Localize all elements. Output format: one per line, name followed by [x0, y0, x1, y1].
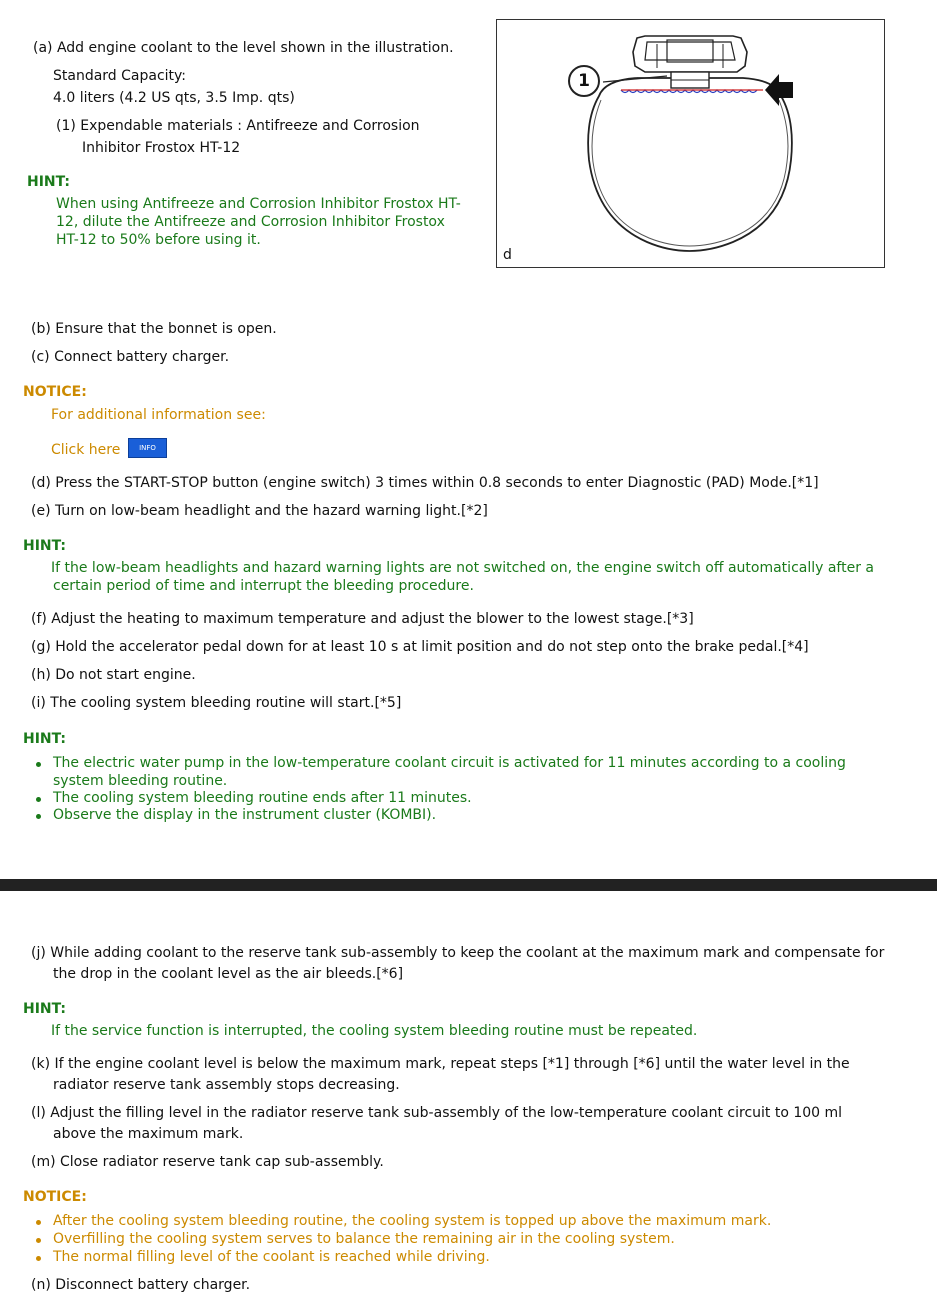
bullet-point [36, 797, 41, 802]
notice-2-bullet-1: After the cooling system bleeding routine, the cooling system is topped up above the maximum mark. [53, 1213, 772, 1229]
step-h-text: (h) Do not start engine. [31, 667, 196, 683]
step-g-text: (g) Hold the accelerator pedal down for at least 10 s at limit position and do not step onto the brake pedal.[*4] [31, 639, 809, 655]
notice-1-text: For additional information see: [51, 407, 266, 423]
hint-title-4: HINT: [23, 1001, 67, 1017]
hint-3-bullet-1-line-2: system bleeding routine. [53, 773, 228, 789]
figure-corner-letter: d [503, 247, 512, 263]
hint-2-line-1: If the low-beam headlights and hazard warning lights are not switched on, the engine switch off automatically after a [51, 560, 875, 576]
step-i-text: (i) The cooling system bleeding routine will start.[*5] [31, 695, 402, 711]
hint-1-line-3: HT-12 to 50% before using it. [56, 232, 261, 248]
hint-3-bullet-2: The cooling system bleeding routine ends after 11 minutes. [53, 790, 472, 806]
info-button[interactable]: INFO [128, 438, 167, 458]
hint-2-line-2: certain period of time and interrupt the bleeding procedure. [53, 578, 474, 594]
coolant-tank-illustration [496, 19, 885, 268]
step-k-line-1: (k) If the engine coolant level is below the maximum mark, repeat steps [*1] through [*6] until the water level in the [31, 1056, 850, 1072]
bullet-point [36, 762, 41, 767]
materials-line-2: Inhibitor Frostox HT-12 [82, 140, 241, 156]
step-l-line-2: above the maximum mark. [53, 1126, 244, 1142]
bullet-point [36, 1238, 41, 1243]
materials-line-1: (1) Expendable materials : Antifreeze and Corrosion [56, 118, 420, 134]
hint-1-line-2: 12, dilute the Antifreeze and Corrosion Inhibitor Frostox [56, 214, 445, 230]
bullet-point [36, 1256, 41, 1261]
callout-number-circle [568, 65, 600, 97]
capacity-value: 4.0 liters (4.2 US qts, 3.5 Imp. qts) [53, 90, 295, 106]
bullet-point [36, 814, 41, 819]
coolant-tank-drawing [497, 20, 884, 267]
step-d-text: (d) Press the START-STOP button (engine switch) 3 times within 0.8 seconds to enter Diagnostic (PAD) Mode.[*1] [31, 475, 819, 491]
hint-title-2: HINT: [23, 538, 67, 554]
notice-title-1: NOTICE: [23, 384, 87, 400]
page-divider [0, 879, 937, 891]
step-c-text: (c) Connect battery charger. [31, 349, 230, 365]
bullet-point [36, 1220, 41, 1225]
step-a-text: (a) Add engine coolant to the level shown in the illustration. [33, 40, 454, 56]
callout-number: 1 [578, 71, 590, 91]
step-m-text: (m) Close radiator reserve tank cap sub-assembly. [31, 1154, 384, 1170]
hint-title-3: HINT: [23, 731, 67, 747]
hint-title-1: HINT: [27, 174, 71, 190]
step-j-line-2: the drop in the coolant level as the air bleeds.[*6] [53, 966, 404, 982]
step-n-text: (n) Disconnect battery charger. [31, 1277, 251, 1293]
notice-2-bullet-3: The normal filling level of the coolant is reached while driving. [53, 1249, 490, 1265]
step-b-text: (b) Ensure that the bonnet is open. [31, 321, 277, 337]
capacity-label: Standard Capacity: [53, 68, 187, 84]
notice-title-2: NOTICE: [23, 1189, 87, 1205]
step-k-line-2: radiator reserve tank assembly stops decreasing. [53, 1077, 400, 1093]
step-f-text: (f) Adjust the heating to maximum temperature and adjust the blower to the lowest stage.[*3] [31, 611, 694, 627]
hint-1-line-1: When using Antifreeze and Corrosion Inhibitor Frostox HT- [56, 196, 461, 212]
step-j-line-1: (j) While adding coolant to the reserve tank sub-assembly to keep the coolant at the maximum mark and compensate for [31, 945, 885, 961]
step-e-text: (e) Turn on low-beam headlight and the hazard warning light.[*2] [31, 503, 488, 519]
hint-3-bullet-3: Observe the display in the instrument cluster (KOMBI). [53, 807, 437, 823]
hint-4-text: If the service function is interrupted, the cooling system bleeding routine must be repeated. [51, 1023, 698, 1039]
step-l-line-1: (l) Adjust the filling level in the radiator reserve tank sub-assembly of the low-temperature coolant circuit to 100 ml [31, 1105, 843, 1121]
hint-3-bullet-1-line-1: The electric water pump in the low-temperature coolant circuit is activated for 11 minutes according to a cooling [53, 755, 846, 771]
click-here-link[interactable]: Click here [51, 442, 121, 458]
notice-2-bullet-2: Overfilling the cooling system serves to balance the remaining air in the cooling system. [53, 1231, 675, 1247]
